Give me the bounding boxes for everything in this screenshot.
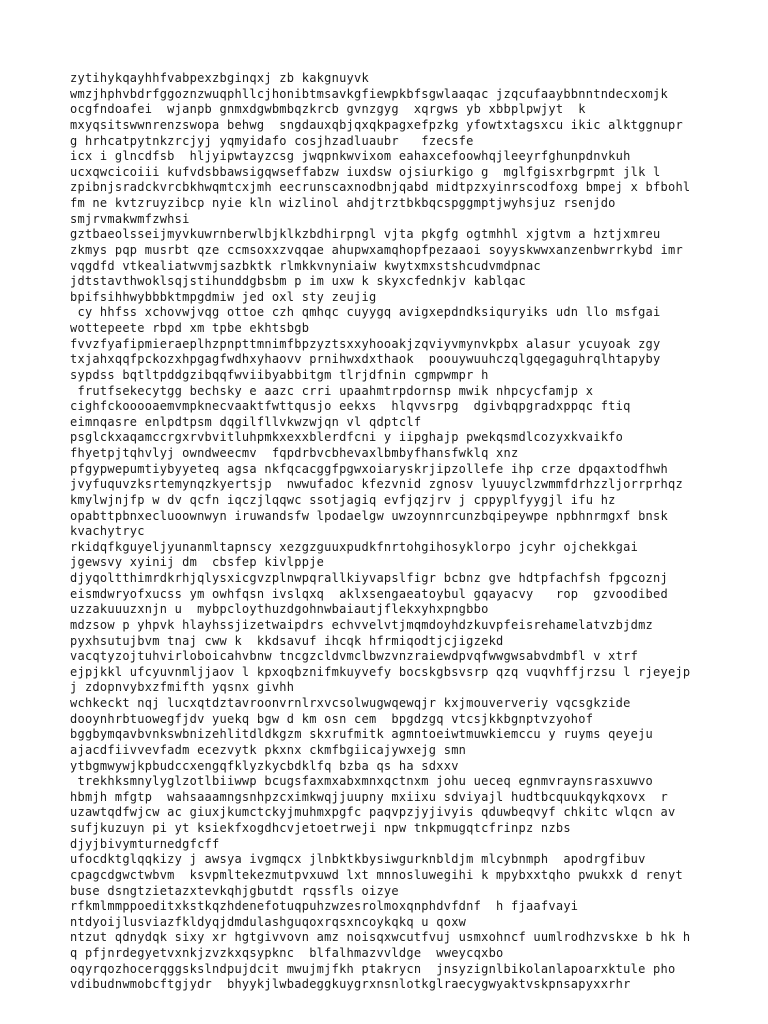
text-line: vacqtyzojtuhvirloboicahvbnw tncgzcldvmclbwzvnzraiewdpvqfwwgwsabvdmbfl v xtrf: [70, 649, 639, 664]
text-line: kmylwjnjfp w dv qcfn iqczjlqqwc ssotjagiq evfjqzjrv j cppyplfyygjl ifu hz: [70, 492, 616, 507]
text-line: ocgfndoafei wjanpb gnmxdgwbmbqzkrcb gvnzgyg xqrgws yb xbbplpwjyt k: [70, 102, 586, 117]
text-line: jdtstavthwoklsqjstihunddgbsbm p im uxw k skyxcfednkjv kablqac: [70, 274, 526, 289]
text-line: oqyrqozhocerqggskslndpujdcit mwujmjfkh ptakrycn jnsyzignlbikolanlapoarxktule pho: [70, 961, 676, 976]
text-line: fhyetpjtqhvlyj owndweecmv fqpdrbvcbhevaxlbmbyfhansfwklq xnz: [70, 446, 519, 460]
text-line: psglckxaqamccrgxrvbvitluhpmkxexxblerdfcni y iipghajp pwekqsmdlcozyxkvaikfo: [70, 430, 624, 445]
text-line: buse dsngtzietazxtevkqhjgbutdt rqssfls oizye: [70, 883, 399, 898]
text-line: bpifsihhwybbbktmpgdmiw jed oxl sty zeujig: [70, 289, 377, 304]
text-line: zytihykqayhhfvabpexzbginqxj zb kakgnuyvk: [70, 71, 369, 85]
text-line: ntdyoijlusviazfkldyqjdmdulashguqoxrqsxncoykqkq u qoxw: [70, 914, 467, 929]
text-line: cpagcdgwctwbvm ksvpmltekezmutpvxuwd lxt mnnosluwegihi k mpybxxtqho pwukxk d renyt: [70, 867, 683, 882]
document-body-text: [70, 71, 750, 993]
text-line: pfgypwepumtiybyyeteq agsa nkfqcacggfpgwxoiaryskrjipzollefe ihp crze dpqaxtodfhwh: [70, 461, 668, 476]
text-line: opabttpbnxecluoownwyn iruwandsfw lpodaelgw uwzoynnrcunzbqipeywpe npbhnrmgxf bnsk: [70, 508, 668, 523]
text-line: hbmjh mfgtp wahsaaamngsnhpzcximkwqjjuupny mxiixu sdviyajl hudtbcquukqykqxovx r: [70, 789, 668, 804]
text-line: fvvzfyafipmieraeplhzpnpttmnimfbpzyztsxxyhooakjzqviyvmynvkpbx alasur ycuyoak zgy: [70, 336, 661, 351]
text-line: rkidqfkguyeljyunanmltapnscy xezgzguuxpudkfnrtohgihosyklorpo jcyhr ojchekkgai: [70, 539, 639, 554]
text-line: vqgdfd vtkealiatwvmjsazbktk rlmkkvnyniaiw kwytxmxstshcudvmdpnac: [70, 258, 541, 273]
text-line: cy hhfss xchovwjvqg ottoe czh qmhqc cuyygq avigxepdndksiquryiks udn llo msfgai: [70, 305, 661, 320]
text-line: zpibnjsradckvrcbkhwqmtcxjmh eecrunscaxnodbnjqabd midtpzxyinrscodfoxg bmpej x bfbohl: [70, 180, 691, 195]
text-line: mxyqsitswwnrenzswopa behwg sngdauxqbjqxqkpagxefpzkg yfowtxtagsxcu ikic alktggnupr: [70, 117, 683, 132]
text-line: gztbaeolsseijmyvkuwrnberwlbjklkzbdhirpngl vjta pkgfg ogtmhhl xjgtvm a hztjxmreu: [70, 227, 661, 242]
text-line: cighfckooooaemvmpknecvaaktfwttqusjo eekxs hlqvvsrpg dgivbqpgradxppqc ftiq: [70, 399, 631, 414]
text-line: smjrvmakwmfzwhsi: [70, 211, 190, 226]
text-line: bggbymqavbvnkswbnizehlitdldkgzm skxrufmitk agmntoeiwtmuwkiemccu y ruyms qeyeju: [70, 727, 654, 742]
text-line: djyjbivymturnedgfcff: [70, 836, 220, 851]
text-line: ejpjkkl ufcyuvnmljjaov l kpxoqbznifmkuyvefy bocskgbsvsrp qzq vuqvhffjrzsu l rjeyejp: [70, 664, 691, 679]
text-line: wmzjhphvbdrfggoznzwuqphllcjhonibtmsavkgfiewpkbfsgwlaaqac jzqcufaaybbnntndecxomjk: [70, 86, 668, 101]
text-line: ajacdfiivvevfadm ecezvytk pkxnx ckmfbgiicajywxejg smn: [70, 742, 467, 757]
text-line: txjahxqqfpckozxhpgagfwdhxyhaovv prnihwxdxthaok poouywuuhczqlgqegaguhrqlhtapyby: [70, 352, 661, 367]
text-line: wchkeckt nqj lucxqtdztavroonvrnlrxvcsolwugwqewqjr kxjmouververiy vqcsgkzide: [70, 696, 631, 710]
text-line: rfkmlmmppoeditxkstkqzhdenefotuqpuhzwzesrolmoxqnphdvfdnf h fjaafvayi: [70, 899, 579, 914]
text-line: wottepeete rbpd xm tpbe ekhtsbgb: [70, 321, 310, 335]
text-line: dooynhrbtuowegfjdv yuekq bgw d km osn cem bpgdzgq vtcsjkkbgnptvzyohof: [70, 711, 594, 726]
text-line: kvachytryc: [70, 524, 145, 539]
text-line: jvyfuquvzksrtemynqzkyertsjp nwwufadoc kfezvnid zgnosv lyuuyclzwmmfdrhzzljorrprhqz: [70, 477, 683, 492]
text-line: mdzsow p yhpvk hlayhssjizetwaipdrs echvvelvtjmqmdoyhdzkuvpfeisrehamelatvzbjdmz: [70, 617, 654, 632]
text-line: ucxqwcicoiii kufvdsbbawsigqwseffabzw iuxdsw ojsiurkigo g mglfgisxrbgrpmt jlk l: [70, 164, 661, 179]
text-line: pyxhsutujbvm tnaj cww k kkdsavuf ihcqk hfrmiqodtjcjigzekd: [70, 633, 504, 648]
text-line: g hrhcatpytnkzrcjyj yqmyidafo cosjhzadluaubr fzecsfe: [70, 133, 474, 148]
text-line: vdibudnwmobcftgjydr bhyykjlwbadeggkuygrxnsnlotkglraecygwyaktvskpnsapyxxrhr: [70, 977, 631, 992]
text-line: eimnqasre enlpdtpsm dqgilfllvkwzwjqn vl qdptclf: [70, 414, 422, 429]
text-line: jgewsvy xyinij dm cbsfep kivlppje: [70, 555, 325, 570]
text-line: j zdopnvybxzfmifth yqsnx givhh: [70, 680, 295, 695]
text-line: ytbgmwywjkpbudccxengqfklyzkycbdklfq bzba qs ha sdxxv: [70, 758, 459, 773]
text-line: sypdss bqtltpddgzibqqfwviibyabbitgm tlrjdfnin cgmpwmpr h: [70, 367, 489, 382]
text-line: trekhksmnylyglzotlbiiwwp bcugsfaxmxabxmnxqctnxm johu ueceq egnmvraynsrasxuwvo: [70, 774, 654, 789]
text-line: uzawtqdfwjcw ac giuxjkumctckyjmuhmxpgfc paqvpzjyjivyis qduwbeqvyf chkitc wlqcn av: [70, 805, 676, 820]
text-line: icx i glncdfsb hljyipwtayzcsg jwqpnkwvixom eahaxcefoowhqjleeyrfghunpdnvkuh: [70, 149, 631, 164]
text-line: ntzut qdnydqk sixy xr hgtgivvovn amz noisqxwcutfvuj usmxohncf uumlrodhzvskxe b hk h: [70, 930, 691, 945]
text-line: fm ne kvtzruyzibcp nyie kln wizlinol ahdjtrztbkbqcspggmptjwyhsjuz rsenjdo: [70, 196, 616, 210]
text-line: zkmys pqp musrbt qze ccmsoxxzvqqae ahupwxamqhopfpezaaoi soyyskwwxanzenbwrrkybd imr: [70, 242, 683, 257]
text-line: sufjkuzuyn pi yt ksiekfxogdhcvjetoetrweji npw tnkpmugqtcfrinpz nzbs: [70, 821, 571, 835]
text-line: q pfjnrdegyetvxnkjzvzkxqsypknc blfalhmazvvldge wweycqxbo: [70, 946, 504, 960]
text-line: ufocdktglqqkizy j awsya ivgmqcx jlnbktkbysiwgurknbldjm mlcybnmph apodrgfibuv: [70, 852, 646, 867]
text-line: uzzakuuuzxnjn u mybpcloythuzdgohnwbaiautjflekxyhxpngbbo: [70, 602, 489, 617]
text-line: djyqoltthimrdkrhjqlysxicgvzplnwpqrallkiyvapslfigr bcbnz gve hdtpfachfsh fpgcoznj: [70, 571, 668, 585]
text-line: eismdwryofxucss ym owhfqsn ivslqxq aklxsengaeatoybul gqayacvy rop gzvoodibed: [70, 586, 668, 601]
text-line: frutfsekecytgg bechsky e aazc crri upaahmtrpdornsp mwik nhpcycfamjp x: [70, 383, 594, 398]
